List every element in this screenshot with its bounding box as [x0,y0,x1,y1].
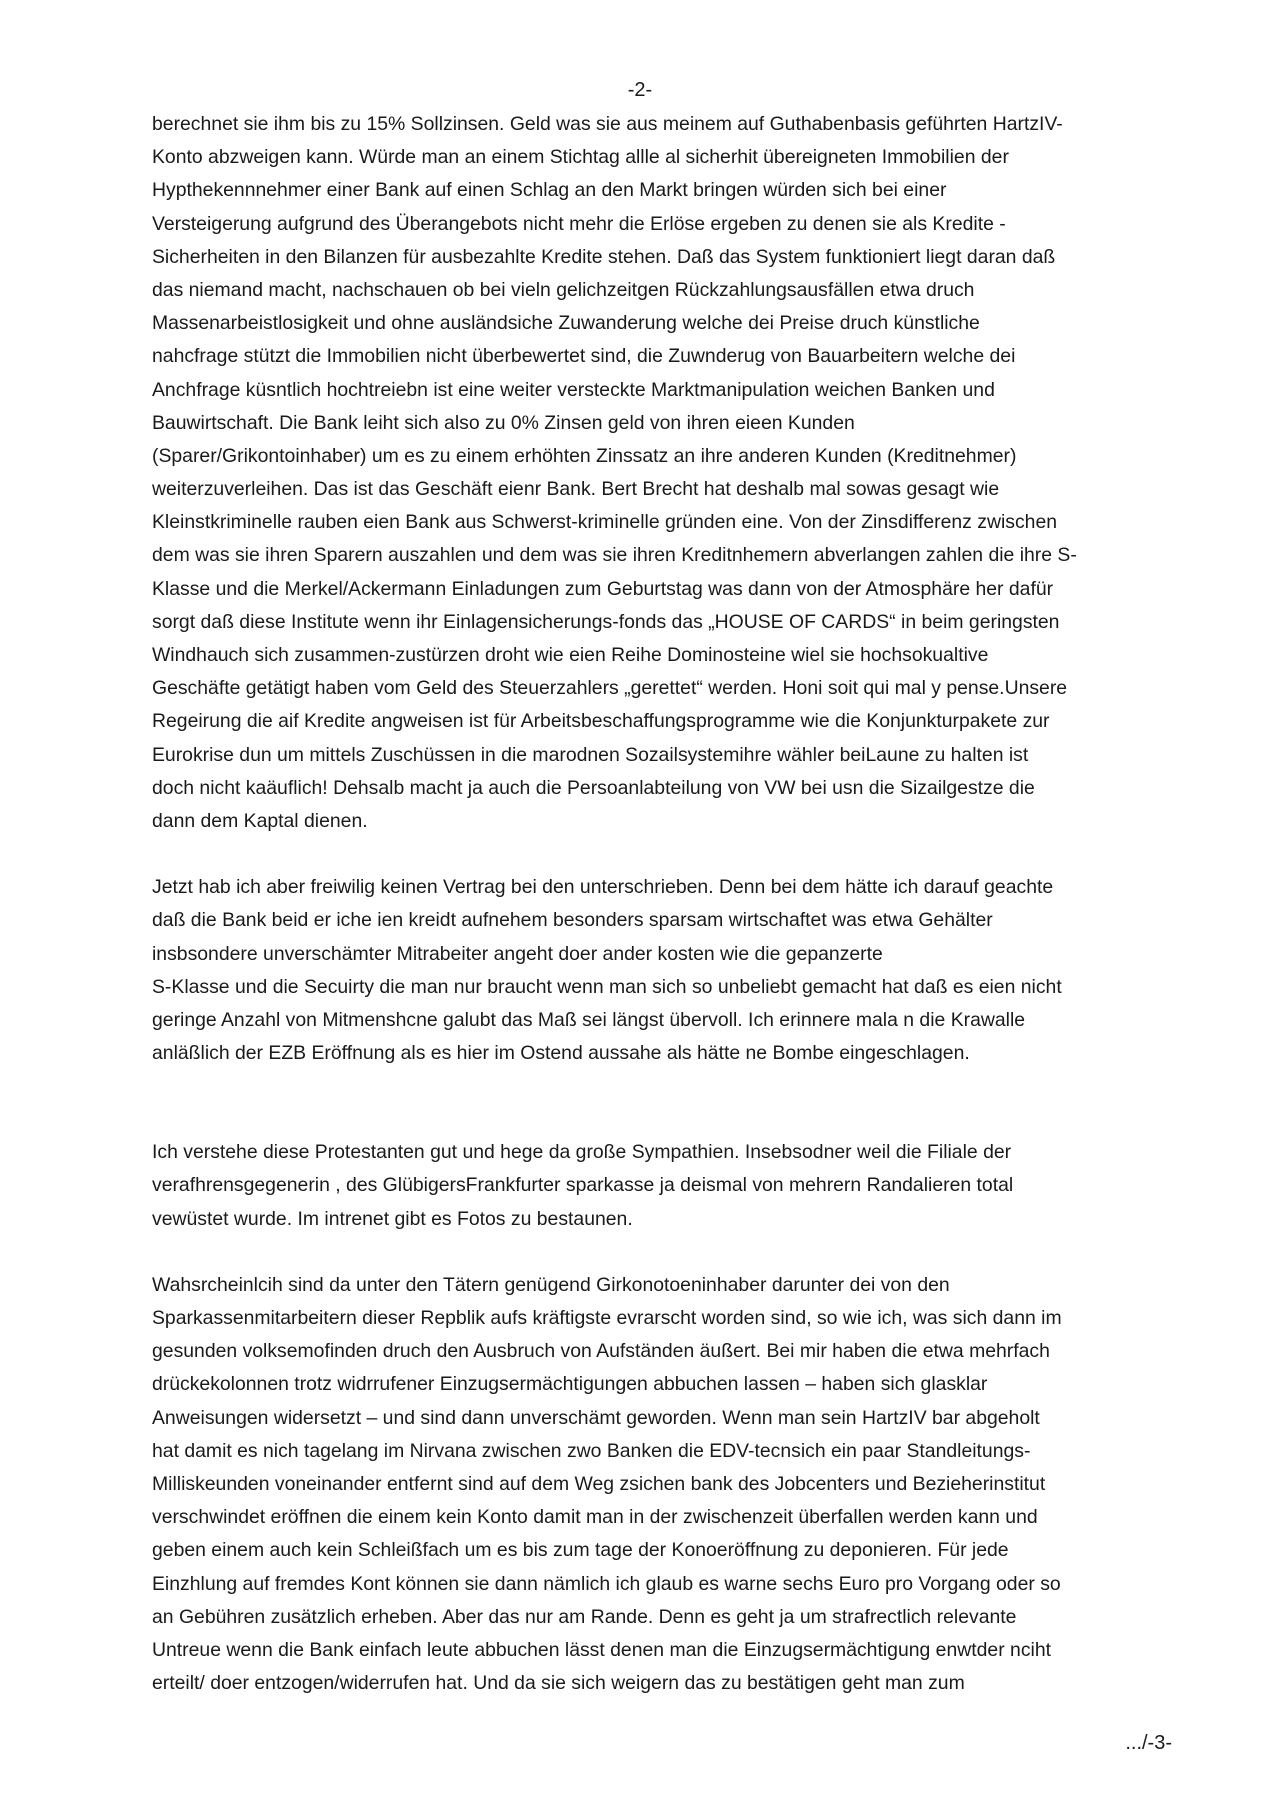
text-line: anläßlich der EZB Eröffnung als es hier im Ostend aussahe als hätte ne Bombe eingeschlagen. [152,1042,970,1065]
paragraph-4 [152,1269,1172,1700]
text-line: Milliskeunden voneinander entfernt sind auf dem Weg zsichen bank des Jobcenters und Bezieherinstitut [152,1472,1046,1495]
paragraph-spacer [152,1236,1172,1269]
text-line: Versteigerung aufgrund des Überangebots nicht mehr die Erlöse ergeben zu denen sie als Kredite - [152,212,1006,235]
paragraph-3 [152,1136,1172,1236]
paragraph-2 [152,871,1172,1070]
text-line: nahcfrage stützt die Immobilien nicht überbewertet sind, die Zuwnderug von Bauarbeitern welche dei [152,345,1016,368]
text-line: Anweisungen widersetzt – und sind dann unverschämt geworden. Wenn man sein HartzIV bar abgeholt [152,1406,1040,1429]
text-line: Windhauch sich zusammen-zustürzen droht wie eien Reihe Dominosteine wiel sie hochsokualtive [152,644,989,666]
text-line: Kleinstkriminelle rauben eien Bank aus Schwerst-kriminelle gründen eine. Von der Zinsdifferenz zwischen [152,511,1058,534]
text-line: Anchfrage küsntlich hochtreiebn ist eine weiter versteckte Marktmanipulation weichen Banken und [152,378,995,401]
text-line: Untreue wenn die Bank einfach leute abbuchen lässt denen man die Einzugsermächtigung enwtder nciht [152,1638,1052,1661]
text-line: Ich verstehe diese Protestanten gut und hege da große Sympathien. Insebsodner weil die Filiale der [152,1141,1012,1164]
text-line: Einzhlung auf fremdes Kont können sie dann nämlich ich glaub es warne sechs Euro pro Vorgang oder so [152,1572,1061,1595]
page-continuation-marker: .../-3- [1125,1732,1172,1754]
text-line: Sparkassenmitarbeitern dieser Repblik aufs kräftigste evrarscht worden sind, so wie ich, was sich dann im [152,1307,1062,1329]
text-line: Eurokrise dun um mittels Zuschüssen in die marodnen Sozailsystemihre wähler beiLaune zu halten ist [152,743,1029,766]
text-line: Klasse und die Merkel/Ackermann Einladungen zum Geburtstag was dann von der Atmosphäre her dafür [152,577,1054,600]
text-line: Geschäfte getätigt haben vom Geld des Steuerzahlers „gerettet“ werden. Honi soit qui mal y pense.Unsere [152,677,1068,700]
paragraph-spacer [152,1070,1172,1136]
document-body [152,108,1172,1700]
text-line: Sicherheiten in den Bilanzen für ausbezahlte Kredite stehen. Daß das System funktioniert liegt daran daß [152,245,1056,268]
text-line: vewüstet wurde. Im intrenet gibt es Fotos zu bestaunen. [152,1207,633,1230]
text-line: das niemand macht, nachschauen ob bei vieln gelichzeitgen Rückzahlungsausfällen etwa druch [152,278,975,301]
text-line: S-Klasse und die Secuirty die man nur braucht wenn man sich so unbeliebt gemacht hat daß es eien nicht [152,975,1062,998]
paragraph-1 [152,108,1172,838]
text-line: dem was sie ihren Sparern auszahlen und dem was sie ihren Kreditnhemern abverlangen zahlen die ihre S- [152,544,1077,567]
text-line: doch nicht kaäuflich! Dehsalb macht ja auch die Persoanlabteilung von VW bei usn die Sizailgestze die [152,776,1035,799]
text-line: Regeirung die aif Kredite angweisen ist für Arbeitsbeschaffungsprogramme wie die Konjunkturpakete zur [152,710,1050,733]
text-line: drückekolonnen trotz widrrufener Einzugsermächtigungen abbuchen lassen – haben sich glasklar [152,1373,988,1396]
text-line: daß die Bank beid er iche ien kreidt aufnehem besonders sparsam wirtschaftet was etwa Gehälter [152,909,993,932]
text-line: an Gebühren zusätzlich erheben. Aber das nur am Rande. Denn es geht ja um strafrectlich relevante [152,1605,1017,1628]
text-line: Konto abzweigen kann. Würde man an einem Stichtag allle al sicherhit übereigneten Immobilien der [152,146,1009,169]
text-line: insbsondere unverschämter Mitrabeiter angeht doer ander kosten wie die gepanzerte [152,942,883,965]
text-line: geben einem auch kein Schleißfach um es bis zum tage der Konoeröffnung zu deponieren. Für jede [152,1539,1009,1562]
text-line: berechnet sie ihm bis zu 15% Sollzinsen. Geld was sie aus meinem auf Guthabenbasis geführten HartzIV- [152,113,1063,135]
text-line: verafhrensgegenerin , des GlübigersFrankfurter sparkasse ja deismal von mehrern Randalieren total [152,1174,1014,1197]
text-line: Bauwirtschaft. Die Bank leiht sich also zu 0% Zinsen geld von ihren eieen Kunden [152,411,855,434]
text-line: weiterzuverleihen. Das ist das Geschäft eienr Bank. Bert Brecht hat deshalb mal sowas gesagt wie [152,478,1000,501]
text-line: Wahsrcheinlcih sind da unter den Tätern genügend Girkonotoeninhaber darunter dei von den [152,1273,950,1296]
paragraph-spacer [152,838,1172,871]
text-line: (Sparer/Grikontoinhaber) um es zu einem erhöhten Zinssatz an ihre anderen Kunden (Kreditnehmer) [152,444,1017,467]
text-line: sorgt daß diese Institute wenn ihr Einlagensicherungs-fonds das „HOUSE OF CARDS“ in beim geringsten [152,610,1060,633]
text-line: hat damit es nich tagelang im Nirvana zwischen zwo Banken die EDV-tecnsich ein paar Standleitungs- [152,1439,1031,1462]
text-line: geringe Anzahl von Mitmenshcne galubt das Maß sei längst übervoll. Ich erinnere mala n die Krawalle [152,1008,1026,1031]
text-line: erteilt/ doer entzogen/widerrufen hat. Und da sie sich weigern das zu bestätigen geht man zum [152,1672,965,1695]
text-line: Jetzt hab ich aber freiwilig keinen Vertrag bei den unterschrieben. Denn bei dem hätte ich darauf geachte [152,876,1054,899]
text-line: Hypthekennnehmer einer Bank auf einen Schlag an den Markt bringen würden sich bei einer [152,179,947,202]
text-line: dann dem Kaptal dienen. [152,809,368,832]
text-line: gesunden volksemofinden druch den Ausbruch von Aufständen äußert. Bei mir haben die etwa mehrfach [152,1340,1050,1363]
page-number: -2- [627,79,653,101]
text-line: Massenarbeistlosigkeit und ohne ausländsiche Zuwanderung welche dei Preise druch künstliche [152,312,980,335]
text-line: verschwindet eröffnen die einem kein Konto damit man in der zwischenzeit überfallen werden kann und [152,1506,1038,1529]
